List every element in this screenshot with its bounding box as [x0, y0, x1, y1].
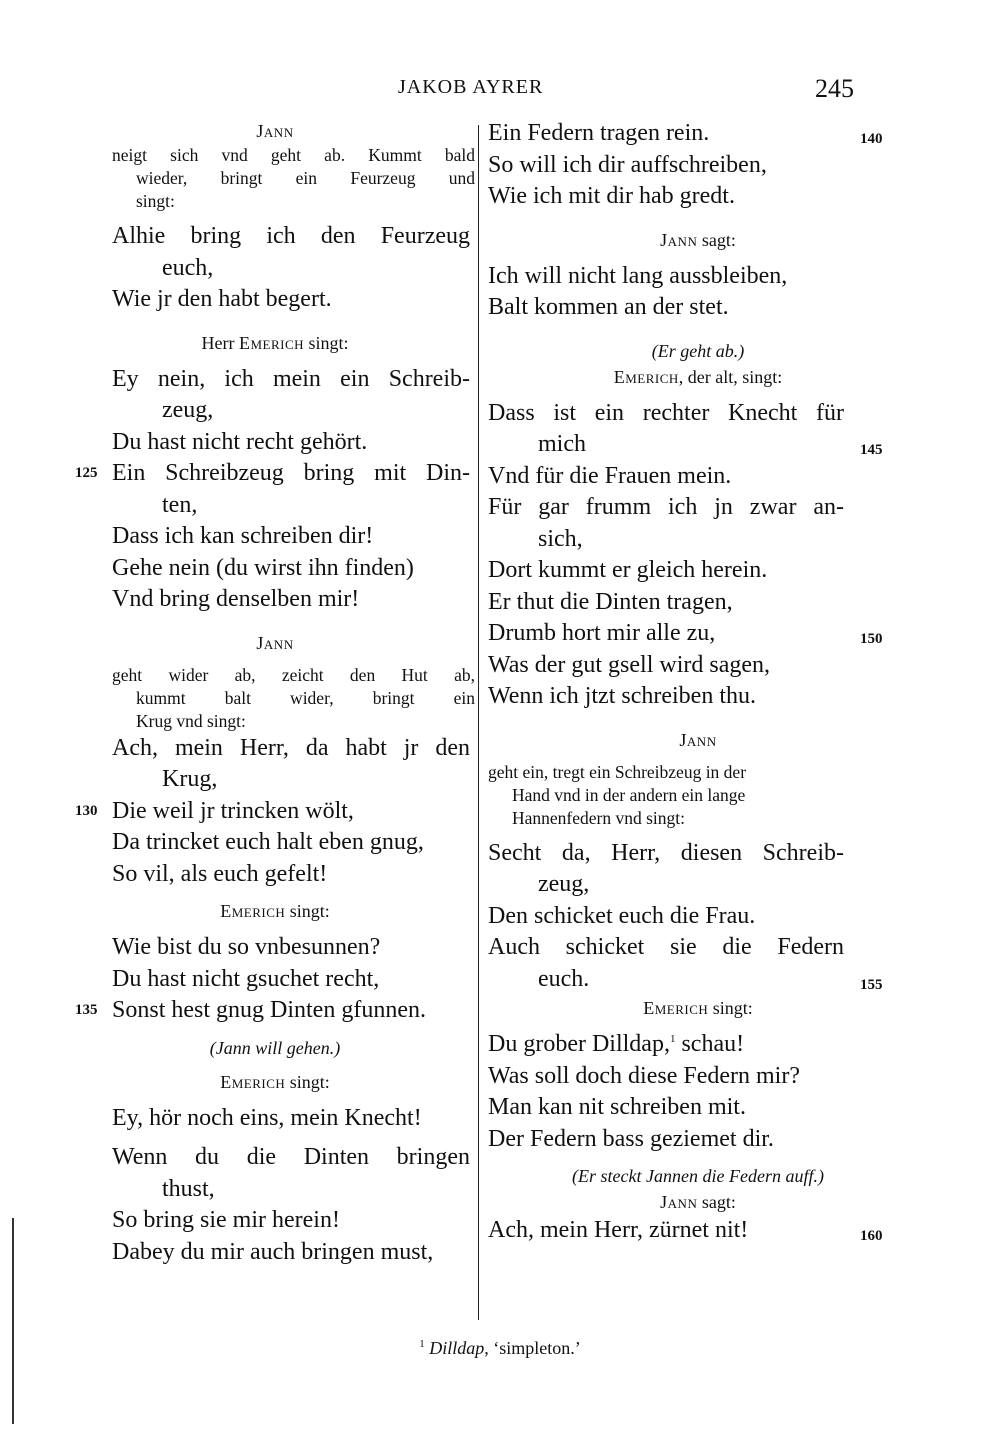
verse-line: Wie ich mit dir hab gredt.: [488, 183, 735, 209]
line-number: 155: [860, 976, 883, 993]
margin-mark: [12, 1218, 14, 1424]
verse-line: Drumb hort mir alle zu, 150: [488, 618, 908, 650]
line-number: 145: [860, 442, 883, 458]
column-divider: [478, 125, 479, 1320]
verse-line: Ey nein, ich mein ein Schreib-: [112, 365, 470, 392]
verse-line: Alhie bring ich den Feurzeug: [112, 223, 470, 249]
speaker-heading: Jann sagt:: [660, 229, 736, 250]
page-header: [0, 76, 1000, 106]
verse-line: Wie jr den habt begert.: [112, 286, 332, 312]
verse-line: Dabey du mir auch bringen must,: [112, 1238, 434, 1265]
speaker-heading: Emerich, der alt, singt:: [613, 366, 783, 387]
verse-line: Gehe nein (du wirst ihn finden): [112, 554, 414, 581]
stage-direction: (Jann will gehen.): [209, 1037, 341, 1058]
speaker-heading: Emerich singt:: [220, 901, 330, 921]
speaker-heading: Herr Emerich singt:: [201, 332, 349, 353]
verse-line: Wie bist du so vnbesunnen?: [112, 934, 381, 960]
speaker-heading: Jann: [256, 632, 294, 653]
verse-line: 125 Ein Schreibzeug bring mit Din-: [75, 458, 470, 490]
speaker-heading: Emerich singt:: [643, 998, 753, 1018]
speaker-heading: Emerich singt:: [220, 1071, 330, 1092]
verse-line-continuation: zeug,: [162, 397, 214, 423]
stage-direction: geht wider ab, zeicht den Hut ab, kummt balt wider, bringt ein Krug vnd singt:: [112, 664, 475, 731]
left-column: [75, 118, 475, 1268]
verse-line: Vnd bring denselben mir!: [112, 586, 360, 612]
verse-line: Auch schicket sie die Federn: [488, 934, 844, 960]
verse-line: Balt kommen an der stet.: [488, 294, 729, 320]
verse-line: Man kan nit schreiben mit.: [488, 1094, 746, 1120]
verse-line: Ein Federn tragen rein. 140: [488, 118, 908, 150]
footnote: $^1$ Dilldap, ‘simpleton.’: [419, 1338, 581, 1358]
verse-line-continuation: thust,: [162, 1175, 215, 1202]
verse-line: Secht da, Herr, diesen Schreib-: [488, 839, 844, 866]
verse-line: Dass ist ein rechter Knecht für: [488, 399, 844, 426]
speaker-heading: Jann: [679, 729, 717, 750]
footnote-marker: 1: [669, 1033, 676, 1045]
page-number: 245: [815, 74, 854, 103]
verse-line: Er thut die Dinten tragen,: [488, 588, 733, 615]
verse-line-continuation: mich 145: [488, 429, 908, 461]
verse-line: Wenn ich jtzt schreiben thu.: [488, 683, 756, 709]
verse-line: Ach, mein Herr, da habt jr den: [112, 734, 470, 761]
verse-line: So bring sie mir herein!: [112, 1207, 340, 1233]
stage-direction: (Er geht ab.): [651, 340, 745, 361]
verse-line: So will ich dir auffschreiben,: [488, 151, 767, 178]
verse-line: Was soll doch diese Federn mir?: [488, 1062, 800, 1089]
verse-line: Du hast nicht recht gehört.: [112, 428, 368, 455]
verse-line: Da trincket euch halt eben gnug,: [112, 829, 424, 855]
line-number: 160: [860, 1228, 883, 1244]
stage-direction: neigt sich vnd geht ab. Kummt bald wieder, bringt ein Feurzeug und singt:: [112, 145, 475, 211]
verse-line: Für gar frumm ich jn zwar an-: [488, 494, 844, 520]
verse-line: Ach, mein Herr, zürnet nit! 160: [488, 1215, 908, 1247]
verse-line: Du hast nicht gsuchet recht,: [112, 965, 380, 992]
line-number: 135: [75, 1002, 98, 1018]
verse-line-continuation: ten,: [162, 491, 198, 518]
stage-direction: (Er steckt Jannen die Federn auff.): [572, 1166, 824, 1186]
running-title: JAKOB AYRER: [398, 76, 544, 98]
verse-line: Den schicket euch die Frau.: [488, 902, 756, 929]
verse-line-continuation: euch. 155: [488, 964, 908, 996]
verse-line: Ey, hör noch eins, mein Knecht!: [112, 1104, 422, 1131]
line-number: 140: [860, 131, 883, 147]
verse-line: Du grober Dilldap,$^1$ schau!: [488, 1031, 745, 1057]
speaker-heading: Jann sagt:: [660, 1192, 736, 1212]
verse-line: 130 Die weil jr trincken wölt,: [75, 796, 475, 828]
verse-line-continuation: euch,: [162, 254, 214, 281]
line-number: 130: [75, 802, 98, 819]
speaker-heading: Jann: [256, 121, 294, 141]
verse-line: Wenn du die Dinten bringen: [112, 1144, 470, 1170]
verse-line: Ich will nicht lang aussbleiben,: [488, 262, 788, 289]
verse-line: Was der gut gsell wird sagen,: [488, 651, 770, 678]
line-number: 125: [75, 465, 98, 481]
verse-line: 135 Sonst hest gnug Dinten gfunnen.: [75, 995, 475, 1027]
verse-line-continuation: Krug,: [162, 766, 218, 792]
stage-direction: geht ein, tregt ein Schreibzeug in der Hand vnd in der andern ein lange Hannenfedern vnd singt:: [488, 761, 747, 828]
line-number: 150: [860, 631, 883, 647]
verse-line: Dass ich kan schreiben dir!: [112, 523, 374, 549]
verse-line-continuation: sich,: [538, 525, 583, 552]
verse-line: Vnd für die Frauen mein.: [488, 462, 732, 489]
verse-line: So vil, als euch gefelt!: [112, 860, 328, 887]
verse-line: Dort kummt er gleich herein.: [488, 557, 768, 583]
verse-line: Der Federn bass geziemet dir.: [488, 1125, 774, 1152]
verse-line-continuation: zeug,: [538, 871, 590, 897]
right-column: [488, 118, 908, 1247]
